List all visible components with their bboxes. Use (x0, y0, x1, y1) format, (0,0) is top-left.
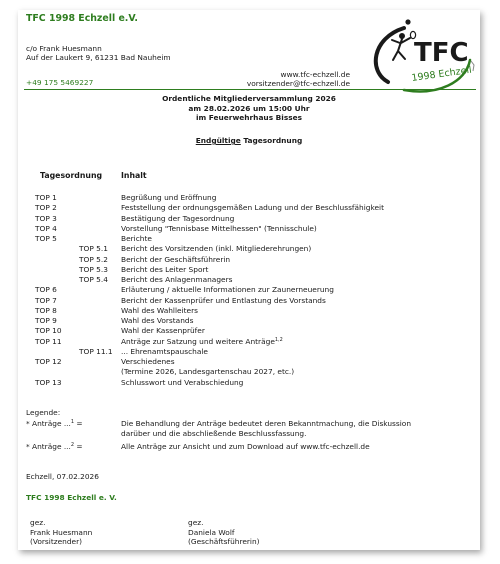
table-row (18, 224, 480, 234)
agenda-item-text (121, 357, 175, 366)
table-row (18, 255, 480, 265)
address-block (26, 44, 171, 63)
footnote-marker: 2 (70, 442, 75, 448)
agenda-item-text (121, 193, 216, 202)
meeting-heading (18, 94, 480, 123)
legend-description: darüber und die abschließende Beschlussfassung. (121, 429, 307, 438)
agenda-item-number: TOP 7 (35, 295, 57, 305)
legend-key (26, 442, 83, 451)
table-row (18, 296, 480, 306)
agenda-item-number: TOP 11.1 (79, 346, 113, 356)
legend-key-label: * Anträge ... (26, 442, 71, 451)
agenda-item-number: TOP 2 (35, 203, 57, 213)
agenda-item-text (121, 347, 208, 356)
footnote-marker: 1,2 (274, 336, 283, 343)
table-row (18, 337, 480, 347)
logo-subtext: 1998 Echzell (410, 64, 473, 84)
agenda-item-number: TOP 6 (35, 285, 57, 295)
legend-description: Alle Anträge zur Ansicht und zum Download auf www.tfc-echzell.de (121, 442, 370, 451)
website-link[interactable]: www.tfc-echzell.de (280, 70, 350, 79)
signature-name: Daniela Wolf (188, 527, 235, 537)
table-row (18, 347, 480, 357)
agenda-heading-rest: Tagesordnung (240, 136, 303, 145)
agenda-item-text (121, 367, 294, 376)
agenda-item-text (121, 275, 232, 284)
signature-gez: gez. (188, 518, 204, 527)
table-row (18, 378, 480, 388)
legend-key (26, 419, 83, 428)
agenda-item-label: Berichte (121, 234, 152, 243)
agenda-item-text (121, 265, 208, 274)
agenda-item-label: Anträge zur Satzung und weitere Anträge (121, 336, 275, 346)
agenda-item-number: TOP 5.1 (79, 244, 108, 254)
logo-text: TFC (414, 38, 469, 68)
agenda-item-number: TOP 5 (35, 234, 57, 243)
signature-role: (Geschäftsführerin) (188, 537, 260, 547)
club-logo (358, 16, 478, 98)
document-page (18, 10, 480, 550)
agenda-item-text (121, 203, 384, 212)
agenda-item-label: Wahl des Wahlleiters (121, 305, 198, 315)
agenda-item-number: TOP 11 (35, 336, 62, 346)
agenda-item-number: TOP 9 (35, 316, 57, 325)
agenda-item-label: Feststellung der ordnungsgemäßen Ladung und der Beschlussfähigkeit (121, 203, 385, 213)
agenda-item-label: Vorstellung "Tennisbase Mittelhessen" (Tennisschule) (121, 223, 317, 233)
agenda-heading-underlined: Endgültige (195, 136, 241, 145)
agenda-heading (18, 136, 480, 145)
agenda-item-label: Schlusswort und Verabschiedung (121, 377, 244, 387)
table-row (18, 367, 480, 377)
table-row (18, 306, 480, 316)
agenda-item-text (121, 234, 152, 243)
agenda-item-label: Begrüßung und Eröffnung (121, 193, 217, 202)
signature-chairman (30, 518, 92, 547)
table-row (18, 326, 480, 336)
meeting-datetime: am 28.02.2026 um 15:00 Uhr (188, 103, 310, 113)
agenda-item-number: TOP 10 (35, 326, 62, 336)
footnote-marker: 1 (70, 419, 75, 425)
agenda-item-label: Erläuterung / aktuelle Informationen zur Zaunerneuerung (121, 285, 334, 295)
agenda-item-number: TOP 5.3 (79, 264, 108, 274)
agenda-item-text (121, 316, 193, 325)
address-line: Auf der Laukert 9, 61231 Bad Nauheim (26, 53, 171, 63)
agenda-item-text (121, 224, 317, 233)
agenda-item-number: TOP 1 (35, 193, 57, 202)
agenda-item-number: TOP 5.4 (79, 275, 108, 284)
table-row (18, 234, 480, 244)
agenda-item-label: Bestätigung der Tagesordnung (121, 213, 235, 223)
meeting-title: Ordentliche Mitgliederversammlung 2026 (162, 94, 336, 103)
column-header-agenda: Tagesordnung (40, 171, 103, 180)
place-date: Echzell, 07.02.2026 (26, 472, 99, 481)
signature-gez: gez. (30, 518, 46, 527)
agenda-item-text (121, 255, 230, 264)
agenda-item-text (121, 285, 334, 294)
agenda-item-text (121, 306, 198, 315)
agenda-item-number: TOP 5.2 (79, 254, 108, 264)
agenda-item-text (121, 326, 205, 335)
agenda-item-text (121, 214, 234, 223)
agenda-item-number: TOP 8 (35, 305, 57, 315)
signature-name: Frank Huesmann (30, 527, 93, 537)
table-row (18, 275, 480, 285)
club-name-header: TFC 1998 Echzell e.V. (26, 13, 138, 24)
agenda-item-label: Wahl der Kassenprüfer (121, 326, 205, 336)
column-header-content: Inhalt (121, 171, 147, 180)
legend-description: Die Behandlung der Anträge bedeutet deren Bekanntmachung, die Diskussion (121, 419, 412, 428)
agenda-item-number: TOP 3 (35, 213, 57, 223)
agenda-item-label: Wahl des Vorstands (121, 316, 194, 325)
signature-role: (Vorsitzender) (30, 537, 82, 547)
table-row (18, 316, 480, 326)
agenda-item-label: Bericht des Leiter Sport (121, 264, 209, 274)
meeting-location: im Feuerwehrhaus Bisses (195, 113, 303, 123)
legend-title: Legende: (26, 408, 61, 417)
agenda-item-text (121, 337, 283, 346)
agenda-item-number: TOP 4 (35, 223, 57, 233)
agenda-item-text (121, 244, 311, 253)
phone-number: +49 175 5469227 (26, 78, 94, 87)
agenda-item-label: ... Ehrenamtspauschale (121, 346, 208, 356)
table-row (18, 203, 480, 213)
table-row (18, 265, 480, 275)
contact-web-block (247, 70, 350, 88)
agenda-item-label: Bericht der Kassenprüfer und Entlastung des Vorstands (121, 295, 326, 305)
agenda-item-label: Verschiedenes (121, 357, 175, 366)
signature-managing-director (188, 518, 260, 547)
agenda-item-text (121, 296, 326, 305)
legend-key-label: * Anträge ... (26, 419, 71, 428)
table-row (18, 357, 480, 367)
table-row (18, 285, 480, 295)
agenda-item-number: TOP 12 (35, 357, 62, 366)
agenda-item-label: Bericht des Anlagenmanagers (121, 275, 233, 284)
table-row (18, 193, 480, 203)
table-row (18, 214, 480, 224)
agenda-item-text (121, 378, 243, 387)
agenda-item-label: Bericht des Vorsitzenden (inkl. Mitgliederehrungen) (121, 244, 312, 254)
legend-key-suffix: = (74, 419, 83, 428)
agenda-item-number: TOP 13 (35, 377, 62, 387)
agenda-item-label: Bericht der Geschäftsführerin (121, 254, 231, 264)
address-line: c/o Frank Huesmann (26, 44, 102, 53)
table-row (18, 244, 480, 254)
closing-club-name: TFC 1998 Echzell e. V. (26, 493, 117, 502)
email-link[interactable]: vorsitzender@tfc-echzell.de (246, 79, 350, 88)
legend-key-suffix: = (74, 442, 83, 451)
agenda-item-label: (Termine 2026, Landesgartenschau 2027, etc.) (121, 367, 295, 377)
